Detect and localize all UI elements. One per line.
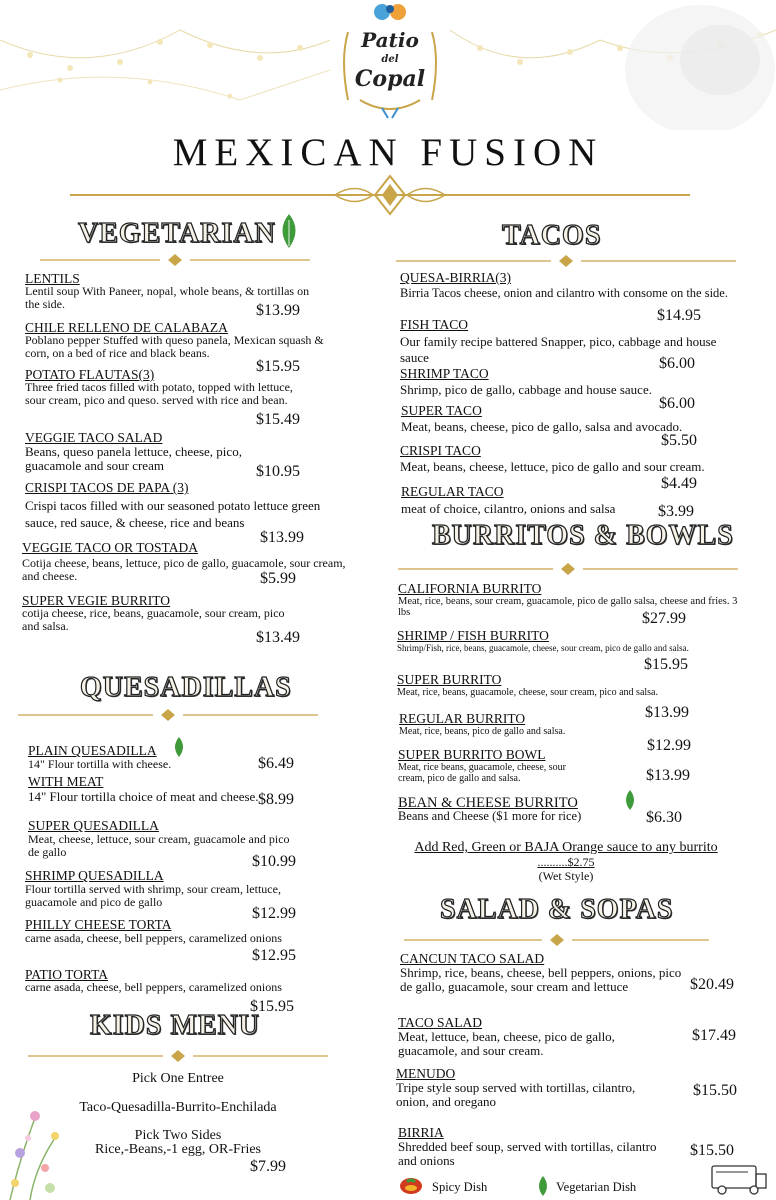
quesadillas-ornament-icon [18,709,318,721]
item-super-taco-name: SUPER TACO [401,403,482,418]
item-super-quesadilla-name: SUPER QUESADILLA [28,818,159,833]
item-super-taco-price: $5.50 [661,432,697,449]
item-patio-torta-desc: carne asada, cheese, bell peppers, caramelized onions [25,980,282,994]
item-super-burrito-bowl-price: $13.99 [646,767,690,784]
item-with-meat-name: WITH MEAT [28,774,104,789]
kids-ornament-icon [28,1050,328,1062]
restaurant-logo [330,0,450,128]
item-regular-taco-name: REGULAR TACO [401,484,504,499]
burritos-ornament-icon [398,563,738,575]
item-patio-torta-price: $15.95 [250,998,294,1015]
kids-line-2: Taco-Quesadilla-Burrito-Enchilada [79,1100,277,1115]
item-california-burrito-desc: Meat, rice, beans, sour cream, guacamole, pico de gallo salsa, cheese and fries. 3 lbs [398,596,738,618]
item-super-vegie-burrito-name: SUPER VEGIE BURRITO [22,593,171,608]
item-bean-cheese-burrito-desc: Beans and Cheese ($1 more for rice) [398,809,582,823]
leaf-icon [172,736,186,758]
item-crispi-taco-price: $4.49 [661,475,697,492]
item-shrimp-taco-name: SHRIMP TACO [400,366,489,381]
logo-line-3: Copal [354,66,426,92]
sauce-note: Add Red, Green or BAJA Orange sauce to any burrito [414,840,718,855]
item-plain-quesadilla-name: PLAIN QUESADILLA [28,743,157,758]
logo-line-2: del [381,54,399,65]
item-taco-salad-price: $17.49 [692,1027,736,1044]
item-fish-taco-name: FISH TACO [400,317,469,332]
legend-spicy-label: Spicy Dish [432,1180,488,1194]
item-veggie-tostada-price: $5.99 [260,570,296,587]
item-crispi-taco-desc: Meat, beans, cheese, lettuce, pico de gallo and sour cream. [400,459,705,474]
item-super-burrito-bowl-desc: Meat, rice beans, guacamole, cheese, sour cream, pico de gallo and salsa. [398,762,566,784]
item-menudo-name: MENUDO [396,1066,456,1081]
item-potato-flautas-name: POTATO FLAUTAS(3) [25,367,155,382]
item-chile-relleno-desc: Poblano pepper Stuffed with queso panela, Mexican squash & corn, on a bed of rice and black beans. [25,333,324,360]
salads-section-title: SALAD & SOPAS [440,894,674,925]
item-super-vegie-burrito-price: $13.49 [256,629,300,646]
item-california-burrito-price: $27.99 [642,610,686,627]
leaf-icon [536,1175,550,1197]
kids-section-title: KIDS MENU [90,1010,261,1041]
flower-decoration-icon [0,1058,70,1200]
item-chile-relleno-name: CHILE RELLENO DE CALABAZA [25,320,228,335]
item-super-vegie-burrito-desc: cotija cheese, rice, beans, guacamole, sour cream, pico and salsa. [22,606,285,633]
tacos-ornament-icon [396,255,736,267]
item-fish-taco-desc: Our family recipe battered Snapper, pico, cabbage and house sauce [400,334,717,365]
item-super-quesadilla-desc: Meat, cheese, lettuce, sour cream, guacamole and pico de gallo [28,832,290,859]
item-crispi-tacos-papa-price: $13.99 [260,529,304,546]
item-super-burrito-name: SUPER BURRITO [397,672,502,687]
item-shrimp-quesadilla-name: SHRIMP QUESADILLA [25,868,164,883]
item-shrimp-quesadilla-price: $12.99 [252,905,296,922]
item-plain-quesadilla-price: $6.49 [258,755,294,772]
item-veggie-taco-salad-price: $10.95 [256,463,300,480]
vegetarian-ornament-icon [40,254,310,266]
item-super-quesadilla-price: $10.99 [252,853,296,870]
item-regular-burrito-desc: Meat, rice, beans, pico de gallo and salsa. [399,726,566,737]
item-lentils-name: LENTILS [25,271,80,286]
item-california-burrito-name: CALIFORNIA BURRITO [398,581,542,596]
item-plain-quesadilla-desc: 14" Flour tortilla with cheese. [28,757,172,771]
item-potato-flautas-desc: Three fried tacos filled with potato, topped with lettuce, sour cream, pico and queso. served with rice and bean. [25,380,293,407]
quesadillas-section-title: QUESADILLAS [80,672,292,703]
chili-pepper-icon [398,1174,424,1196]
salads-ornament-icon [404,934,709,946]
item-bean-cheese-burrito-price: $6.30 [646,809,682,826]
item-super-taco-desc: Meat, beans, cheese, pico de gallo, salsa and avocado. [401,419,683,434]
item-veggie-taco-salad-desc: Beans, queso panela lettuce, cheese, pico, guacamole and sour cream [25,444,242,473]
item-cancun-salad-price: $20.49 [690,976,734,993]
item-shrimp-quesadilla-desc: Flour tortilla served with shrimp, sour cream, lettuce, guacamole and pico de gallo [25,882,281,909]
header-ornament-icon [335,172,445,218]
leaf-icon [623,789,637,811]
item-taco-salad-desc: Meat, lettuce, bean, cheese, pico de gallo, guacamole, and sour cream. [398,1029,615,1058]
logo-line-1: Patio [361,28,419,52]
kids-line-3: Pick Two Sides [134,1128,222,1143]
food-truck-icon [708,1160,768,1196]
page-title: MEXICAN FUSION [172,131,604,174]
legend-veg-label: Vegetarian Dish [556,1180,637,1194]
item-lentils-price: $13.99 [256,302,300,319]
item-chile-relleno-price: $15.95 [256,358,300,375]
item-shrimp-fish-burrito-price: $15.95 [644,656,688,673]
item-menudo-desc: Tripe style soup served with tortillas, cilantro, onion, and oregano [396,1080,636,1109]
item-birria-price: $15.50 [690,1142,734,1159]
item-super-burrito-bowl-name: SUPER BURRITO BOWL [398,747,546,762]
item-regular-taco-price: $3.99 [658,503,694,520]
item-birria-name: BIRRIA [398,1125,444,1140]
item-lentils-desc: Lentil soup With Paneer, nopal, whole beans, & tortillas on the side. [25,284,310,311]
item-shrimp-fish-burrito-desc: Shrimp/Fish, rice, beans, guacamole, cheese, sour cream, pico de gallo and salsa. [397,643,689,653]
kids-price: $7.99 [250,1158,286,1175]
item-bean-cheese-burrito-name: BEAN & CHEESE BURRITO [398,795,578,811]
item-shrimp-fish-burrito-name: SHRIMP / FISH BURRITO [397,628,549,643]
item-philly-torta-price: $12.95 [252,947,296,964]
sauce-note-price: ..........$2.75 [537,855,595,869]
item-quesa-birria-price: $14.95 [657,307,701,324]
item-shrimp-taco-price: $6.00 [659,395,695,412]
item-with-meat-price: $8.99 [258,791,294,808]
item-patio-torta-name: PATIO TORTA [25,967,109,982]
item-veggie-tostada-desc: Cotija cheese, beans, lettuce, pico de gallo, guacamole, sour cream, and cheese. [22,556,346,583]
burritos-section-title: BURRITOS & BOWLS [432,520,734,551]
tacos-section-title: TACOS [502,220,602,251]
item-taco-salad-name: TACO SALAD [398,1015,483,1030]
item-quesa-birria-name: QUESA-BIRRIA(3) [400,270,511,285]
item-crispi-tacos-papa-desc: Crispi tacos filled with our seasoned potato lettuce green sauce, red sauce, & cheese, rice and beans [25,498,321,530]
vegetarian-section-title: VEGETARIAN [78,218,276,249]
item-quesa-birria-desc: Birria Tacos cheese, onion and cilantro with consome on the side. [400,286,728,300]
item-shrimp-taco-desc: Shrimp, pico de gallo, cabbage and house sauce. [400,382,652,397]
item-menudo-price: $15.50 [693,1082,737,1099]
item-philly-torta-desc: carne asada, cheese, bell peppers, caramelized onions [25,931,282,945]
item-regular-burrito-name: REGULAR BURRITO [399,711,526,726]
item-cancun-salad-desc: Shrimp, rice, beans, cheese, bell peppers, onions, pico de gallo, guacamole, sour cream and lettuce [400,965,682,994]
sauce-note-style: (Wet Style) [538,869,594,883]
item-veggie-tostada-name: VEGGIE TACO OR TOSTADA [22,540,198,555]
item-crispi-tacos-papa-name: CRISPI TACOS DE PAPA (3) [25,480,189,495]
item-crispi-taco-name: CRISPI TACO [400,443,481,458]
item-veggie-taco-salad-name: VEGGIE TACO SALAD [25,430,163,445]
item-super-burrito-desc: Meat, rice, beans, guacamole, cheese, sour cream, pico and salsa. [397,687,658,698]
item-birria-desc: Shredded beef soup, served with tortillas, cilantro and onions [398,1139,657,1168]
kids-line-1: Pick One Entree [132,1071,224,1086]
item-with-meat-desc: 14" Flour tortilla choice of meat and cheese. [28,789,259,804]
item-regular-burrito-price: $12.99 [647,737,691,754]
item-fish-taco-price: $6.00 [659,355,695,372]
item-cancun-salad-name: CANCUN TACO SALAD [400,951,545,966]
item-regular-taco-desc: meat of choice, cilantro, onions and salsa [401,501,616,516]
leaf-icon [278,212,300,250]
item-philly-torta-name: PHILLY CHEESE TORTA [25,917,172,932]
kids-line-4: Rice,-Beans,-1 egg, OR-Fries [94,1142,262,1157]
item-super-burrito-price: $13.99 [645,704,689,721]
item-potato-flautas-price: $15.49 [256,411,300,428]
